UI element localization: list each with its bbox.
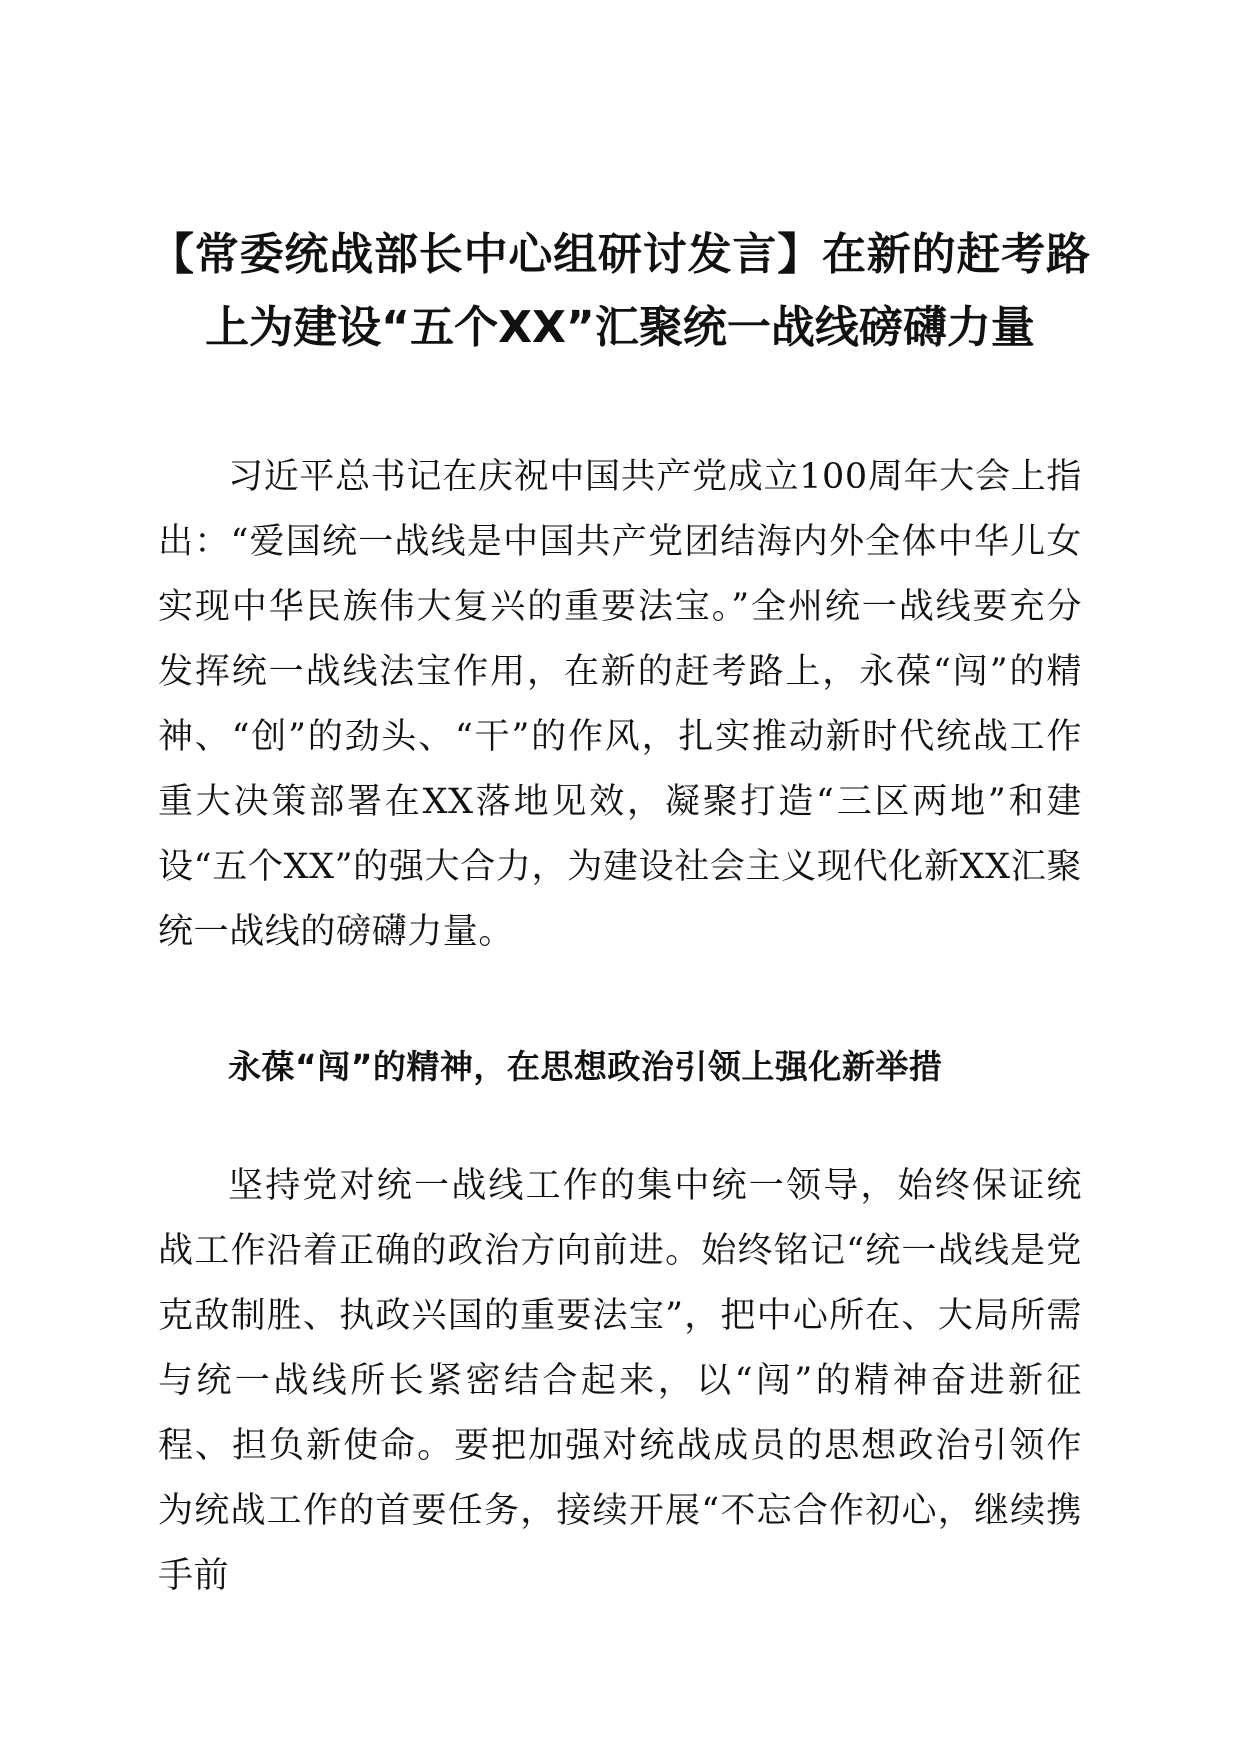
body-paragraph-section-1: 坚持党对统一战线工作的集中统一领导，始终保证统战工作沿着正确的政治方向前进。始终铭记“统一战线是党克敌制胜、执政兴国的重要法宝”，把中心所在、大局所需与统一战线所长紧密结合起来，以“闯”的精神奋进新征程、担负新使命。要把加强对统战成员的思想政治引领作为统战工作的首要任务，接续开展“不忘合作初心，继续携手前 [158,1166,1082,1596]
document-title: 【常委统战部长中心组研讨发言】在新的赶考路上为建设“五个XX”汇聚统一战线磅礴力量 [150,229,1090,353]
body-paragraph-intro: 习近平总书记在庆祝中国共产党成立100周年大会上指出：“爱国统一战线是中国共产党团结海内外全体中华儿女实现中华民族伟大复兴的重要法宝。”全州统一战线要充分发挥统一战线法宝作用，在新的赶考路上，永葆“闯”的精神、“创”的劲头、“干”的作风，扎实推动新时代统战工作重大决策部署在XX落地见效，凝聚打造“三区两地”和建设“五个XX”的强大合力，为建设社会主义现代化新XX汇聚统一战线的磅礴力量。 [158,457,1082,952]
section-heading: 永葆“闯”的精神，在思想政治引领上强化新举措 [228,1047,943,1086]
